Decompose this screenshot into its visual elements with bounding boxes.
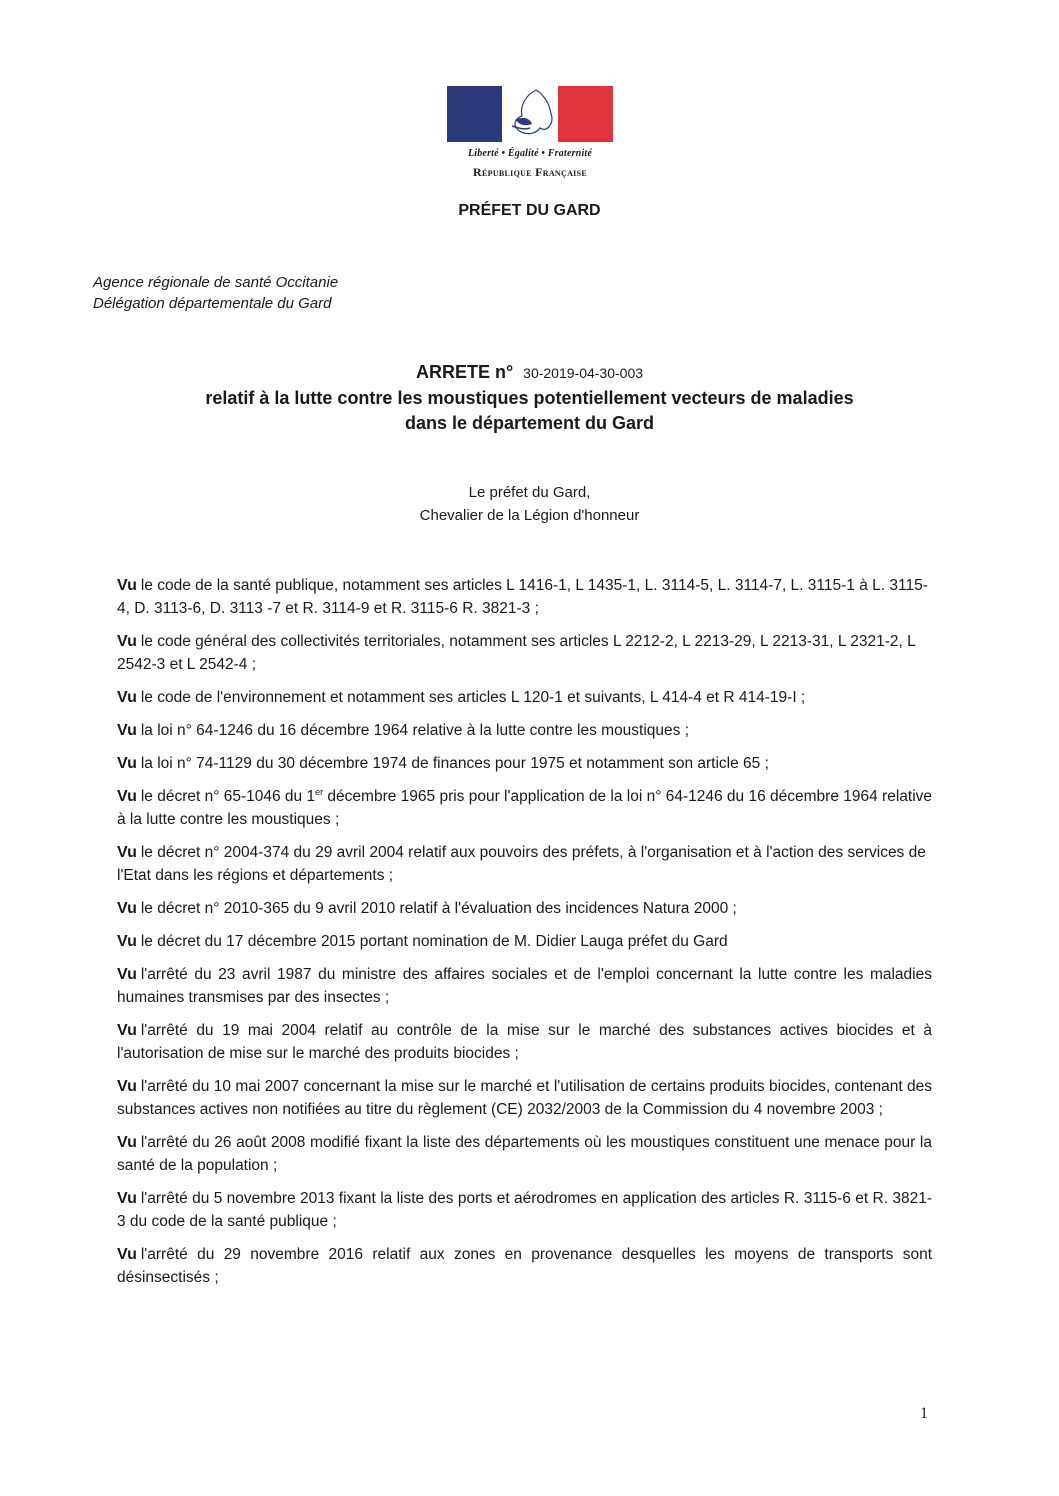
consideration-item <box>117 752 932 775</box>
consideration-text: l'arrêté du 23 avril 1987 du ministre des affaires sociales et de l'emploi concernant la lutte contre les maladies humaines transmises par des insectes ; <box>117 966 932 1006</box>
consideration-text: le code de la santé publique, notamment ses articles L 1416-1, L 1435-1, L. 3114-5, L. 3114-7, L. 3115-1 à L. 3115-4, D. 3113-6, D. 3113 -7 et R. 3114-9 et R. 3115-6 R. 3821-3 ; <box>117 577 928 617</box>
vu-label: Vu <box>117 1246 137 1263</box>
arrete-heading <box>0 360 1059 436</box>
consideration-text: l'arrêté du 19 mai 2004 relatif au contrôle de la mise sur le marché des substances actives biocides et à l'autorisation de mise sur le marché des produits biocides ; <box>117 1022 932 1062</box>
considerations-list <box>117 574 932 1299</box>
consideration-item <box>117 630 932 676</box>
consideration-text: le code de l'environnement et notamment ses articles L 120-1 et suivants, L 414-4 et R 414-19-I ; <box>140 689 806 706</box>
arrete-number-line <box>0 360 1059 386</box>
vu-label: Vu <box>117 966 137 983</box>
vu-label: Vu <box>117 755 137 772</box>
consideration-text: l'arrêté du 10 mai 2007 concernant la mise sur le marché et l'utilisation de certains produits biocides, contenant des substances actives non notifiées au titre du règlement (CE) 2032/2003 de la Commission du 4 novembre 2003 ; <box>117 1078 932 1118</box>
vu-label: Vu <box>117 577 137 594</box>
republic-motto: Liberté • Égalité • Fraternité <box>467 148 593 159</box>
consideration-item <box>117 1075 932 1121</box>
signatory-name: Le préfet du Gard, <box>468 484 591 501</box>
prefet-title: PRÉFET DU GARD <box>458 202 601 219</box>
consideration-item <box>117 841 932 887</box>
consideration-text: le décret n° 2004-374 du 29 avril 2004 relatif aux pouvoirs des préfets, à l'organisation et à l'action des services de l'Etat dans les régions et départements ; <box>117 844 926 884</box>
vu-label: Vu <box>117 1022 137 1039</box>
consideration-item <box>117 963 932 1009</box>
consideration-text: l'arrêté du 29 novembre 2016 relatif aux zones en provenance desquelles les moyens de transports sont désinsectisés ; <box>117 1246 932 1286</box>
consideration-item <box>117 719 932 742</box>
vu-label: Vu <box>117 933 137 950</box>
consideration-item <box>117 574 932 620</box>
consideration-item <box>117 785 932 831</box>
arrete-label: ARRETE n° <box>415 362 514 382</box>
signatory-block <box>0 481 1059 527</box>
consideration-item <box>117 1187 932 1233</box>
consideration-item <box>117 1131 932 1177</box>
consideration-text: l'arrêté du 26 août 2008 modifié fixant la liste des départements où les moustiques constituent une menace pour la santé de la population ; <box>117 1134 932 1174</box>
vu-label: Vu <box>117 1190 137 1207</box>
agency-name: Agence régionale de santé Occitanie <box>93 274 339 291</box>
vu-label: Vu <box>117 633 137 650</box>
vu-label: Vu <box>117 1078 137 1095</box>
ordinal-superscript: er <box>315 786 324 797</box>
consideration-item <box>117 1243 932 1289</box>
consideration-item <box>117 930 932 953</box>
consideration-text: l'arrêté du 5 novembre 2013 fixant la liste des ports et aérodromes en application des articles R. 3115-6 et R. 3821-3 du code de la santé publique ; <box>117 1190 932 1230</box>
marianne-logo-icon <box>447 86 613 142</box>
marianne-logo <box>447 86 613 180</box>
vu-label: Vu <box>117 900 137 917</box>
consideration-text: la loi n° 64-1246 du 16 décembre 1964 relative à la lutte contre les moustiques ; <box>140 722 690 739</box>
vu-label: Vu <box>117 1134 137 1151</box>
consideration-text-before: le décret n° 65-1046 du 1 <box>140 788 316 805</box>
consideration-item <box>117 1019 932 1065</box>
agency-block <box>93 272 338 314</box>
consideration-item <box>117 897 932 920</box>
vu-label: Vu <box>117 788 137 805</box>
arrete-subtitle-line2: dans le département du Gard <box>404 413 655 433</box>
agency-delegation: Délégation départementale du Gard <box>93 295 332 312</box>
consideration-text: le décret du 17 décembre 2015 portant nomination de M. Didier Lauga préfet du Gard <box>140 933 728 950</box>
page-number: 1 <box>920 1405 928 1422</box>
vu-label: Vu <box>117 722 137 739</box>
arrete-subtitle-line1: relatif à la lutte contre les moustiques potentiellement vecteurs de maladies <box>205 388 854 408</box>
consideration-item <box>117 686 932 709</box>
vu-label: Vu <box>117 844 137 861</box>
consideration-text: la loi n° 74-1129 du 30 décembre 1974 de finances pour 1975 et notamment son article 65 ; <box>140 755 769 772</box>
signatory-title: Chevalier de la Légion d'honneur <box>419 507 640 524</box>
consideration-text-after: décembre 1965 pris pour l'application de la loi n° 64-1246 du 16 décembre 1964 relative à la lutte contre les moustiques ; <box>117 788 933 828</box>
republic-name: République Française <box>473 165 587 179</box>
vu-label: Vu <box>117 689 137 706</box>
consideration-text: le code général des collectivités territoriales, notamment ses articles L 2212-2, L 2213-29, L 2213-31, L 2321-2, L 2542-3 et L 2542-4 ; <box>117 633 916 673</box>
consideration-text: le décret n° 2010-365 du 9 avril 2010 relatif à l'évaluation des incidences Natura 2000 ; <box>140 900 737 917</box>
arrete-number: 30-2019-04-30-003 <box>523 365 644 381</box>
